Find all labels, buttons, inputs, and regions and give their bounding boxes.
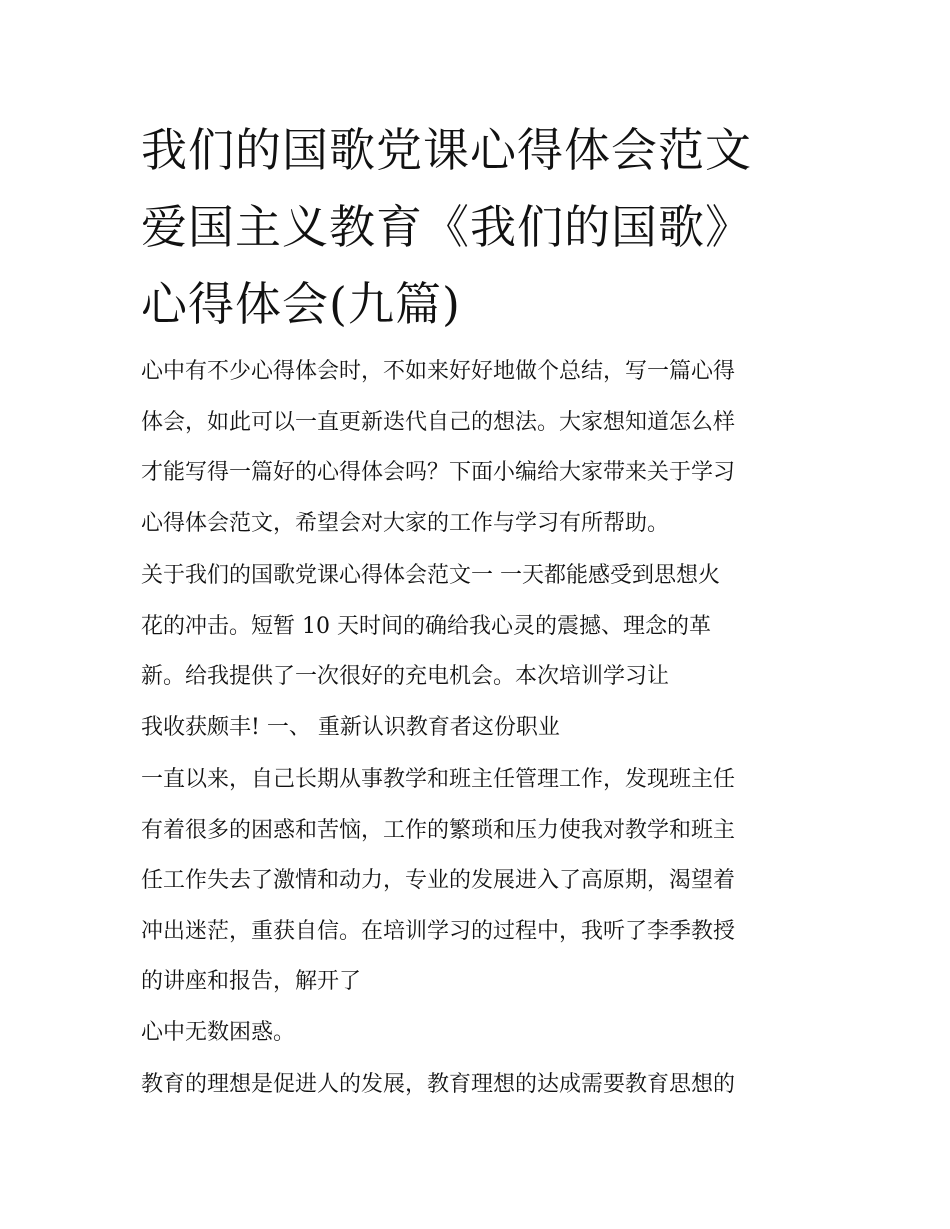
text-line: 关于我们的国歌党课心得体会范文一 一天都能感受到思想火 bbox=[141, 563, 720, 588]
title-line: 我们的国歌党课心得体会范文 bbox=[141, 123, 752, 177]
document-body bbox=[141, 112, 813, 1113]
text-line: 心中有不少心得体会时，不如来好好地做个总结，写一篇心得 bbox=[141, 359, 736, 384]
intro-paragraph bbox=[141, 347, 813, 549]
title-line: 爱国主义教育《我们的国歌》 bbox=[141, 200, 752, 254]
text-line: 的讲座和报告，解开了 bbox=[141, 969, 362, 994]
text-line: 任工作失去了激情和动力，专业的发展进入了高原期，渴望着 bbox=[141, 868, 736, 893]
text-line: 花的冲击。短暂 10 天时间的确给我心灵的震撼、理念的革 bbox=[141, 613, 711, 639]
document-title bbox=[141, 112, 813, 343]
text-line: 体会，如此可以一直更新迭代自己的想法。大家想知道怎么样 bbox=[141, 409, 736, 435]
essay-one-opening-paragraph bbox=[141, 551, 813, 753]
title-line: 心得体会(九篇) bbox=[141, 277, 461, 331]
text-line: 教育的理想是促进人的发展，教育理想的达成需要教育思想的 bbox=[141, 1072, 736, 1097]
text-line: 有着很多的困惑和苦恼，工作的繁琐和压力使我对教学和班主 bbox=[141, 817, 736, 843]
text-line: 才能写得一篇好的心得体会吗？下面小编给大家带来关于学习 bbox=[141, 460, 736, 485]
text-line: 冲出迷茫，重获自信。在培训学习的过程中，我听了李季教授 bbox=[141, 918, 736, 944]
text-line: 一直以来，自己长期从事教学和班主任管理工作，发现班主任 bbox=[141, 767, 736, 792]
body-paragraph bbox=[141, 755, 813, 1058]
text-line: 心中无数困惑。 bbox=[141, 1019, 296, 1045]
text-line: 心得体会范文，希望会对大家的工作与学习有所帮助。 bbox=[141, 510, 670, 536]
text-line: 我收获颇丰! 一、 重新认识教育者这份职业 bbox=[141, 714, 560, 740]
text-line: 新。给我提供了一次很好的充电机会。本次培训学习让 bbox=[141, 664, 670, 689]
body-paragraph bbox=[141, 1060, 813, 1111]
